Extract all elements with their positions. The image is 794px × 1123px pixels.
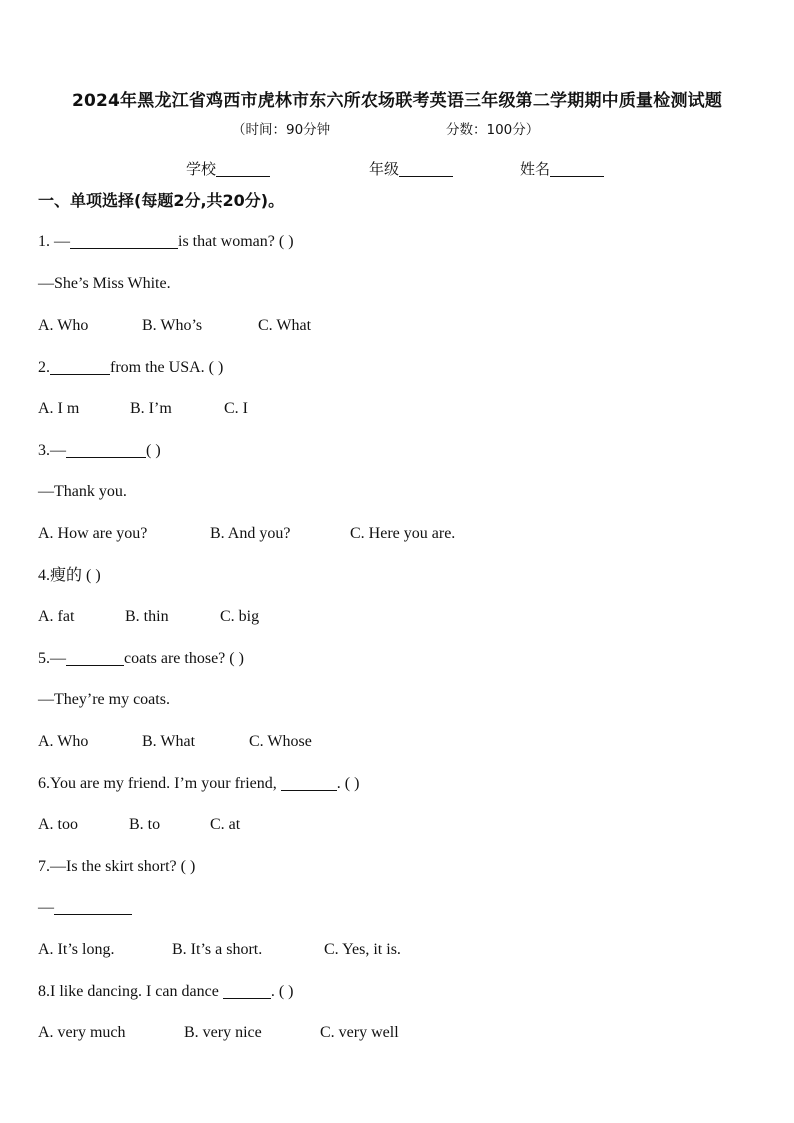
question-5 xyxy=(38,649,244,669)
option-c[interactable]: C. I xyxy=(224,400,248,417)
option-c[interactable]: C. very well xyxy=(320,1024,399,1041)
name-blank[interactable] xyxy=(550,160,604,177)
option-c[interactable]: C. What xyxy=(258,317,312,334)
option-c[interactable]: C. Here you are. xyxy=(350,525,456,542)
option-a[interactable]: A. too xyxy=(38,816,78,833)
grade-field xyxy=(369,158,453,179)
option-b[interactable]: B. It’s a short. xyxy=(172,941,263,958)
exam-title: 2024年黑龙江省鸡西市虎林市东六所农场联考英语三年级第二学期期中质量检测试题 xyxy=(71,91,723,111)
option-a[interactable]: A. very much xyxy=(38,1024,126,1041)
exam-score: 分数：100分） xyxy=(446,122,540,138)
question-3-prefix: 3.— xyxy=(38,442,66,459)
answer-blank[interactable] xyxy=(66,649,124,666)
section-title: 一、单项选择(每题2分,共20分)。 xyxy=(38,191,285,210)
question-2-stem: from the USA. ( ) xyxy=(110,359,224,376)
question-4: 4.瘦的 ( ) xyxy=(38,567,101,584)
option-c[interactable]: C. Whose xyxy=(249,733,312,750)
answer-blank[interactable] xyxy=(70,232,178,249)
question-2-prefix: 2. xyxy=(38,359,50,376)
question-5-reply: —They’re my coats. xyxy=(38,691,170,708)
school-label: 学校 xyxy=(186,160,217,178)
option-a[interactable]: A. It’s long. xyxy=(38,941,115,958)
question-3 xyxy=(38,441,161,461)
option-c[interactable]: C. at xyxy=(210,816,241,833)
question-8 xyxy=(38,982,293,1002)
school-field xyxy=(186,158,270,179)
exam-time: （时间：90分钟 xyxy=(232,122,331,138)
question-7: 7.—Is the skirt short? ( ) xyxy=(38,858,196,875)
option-a[interactable]: A. I m xyxy=(38,400,80,417)
question-8-stem: 8.I like dancing. I can dance xyxy=(38,983,223,1000)
school-blank[interactable] xyxy=(216,160,270,177)
question-1-prefix: 1. — xyxy=(38,233,70,250)
option-a[interactable]: A. Who xyxy=(38,733,89,750)
question-7-reply xyxy=(38,898,132,918)
answer-blank[interactable] xyxy=(54,898,132,915)
option-b[interactable]: B. Who’s xyxy=(142,317,203,334)
option-b[interactable]: B. thin xyxy=(125,608,169,625)
answer-blank[interactable] xyxy=(66,441,146,458)
option-a[interactable]: A. How are you? xyxy=(38,525,148,542)
question-1-stem: is that woman? ( ) xyxy=(178,233,294,250)
option-c[interactable]: C. big xyxy=(220,608,260,625)
option-b[interactable]: B. And you? xyxy=(210,525,291,542)
option-b[interactable]: B. I’m xyxy=(130,400,172,417)
question-6-suffix: . ( ) xyxy=(336,775,360,792)
question-2 xyxy=(38,358,223,378)
answer-blank[interactable] xyxy=(50,358,110,375)
name-field xyxy=(520,158,604,179)
question-8-suffix: . ( ) xyxy=(270,983,294,1000)
option-a[interactable]: A. fat xyxy=(38,608,75,625)
question-5-prefix: 5.— xyxy=(38,650,66,667)
answer-blank[interactable] xyxy=(281,774,337,791)
grade-label: 年级 xyxy=(369,160,400,178)
question-3-stem: ( ) xyxy=(146,442,161,459)
answer-blank[interactable] xyxy=(223,982,271,999)
grade-blank[interactable] xyxy=(399,160,453,177)
question-6-stem: 6.You are my friend. I’m your friend, xyxy=(38,775,281,792)
option-a[interactable]: A. Who xyxy=(38,317,89,334)
option-b[interactable]: B. very nice xyxy=(184,1024,262,1041)
question-1-reply: —She’s Miss White. xyxy=(38,275,171,292)
option-c[interactable]: C. Yes, it is. xyxy=(324,941,401,958)
name-label: 姓名 xyxy=(520,160,551,178)
question-3-reply: —Thank you. xyxy=(38,483,127,500)
question-1 xyxy=(38,232,294,252)
question-6 xyxy=(38,774,359,794)
question-5-stem: coats are those? ( ) xyxy=(124,650,244,667)
question-7-reply-dash: — xyxy=(38,899,54,916)
option-b[interactable]: B. to xyxy=(129,816,161,833)
option-b[interactable]: B. What xyxy=(142,733,196,750)
